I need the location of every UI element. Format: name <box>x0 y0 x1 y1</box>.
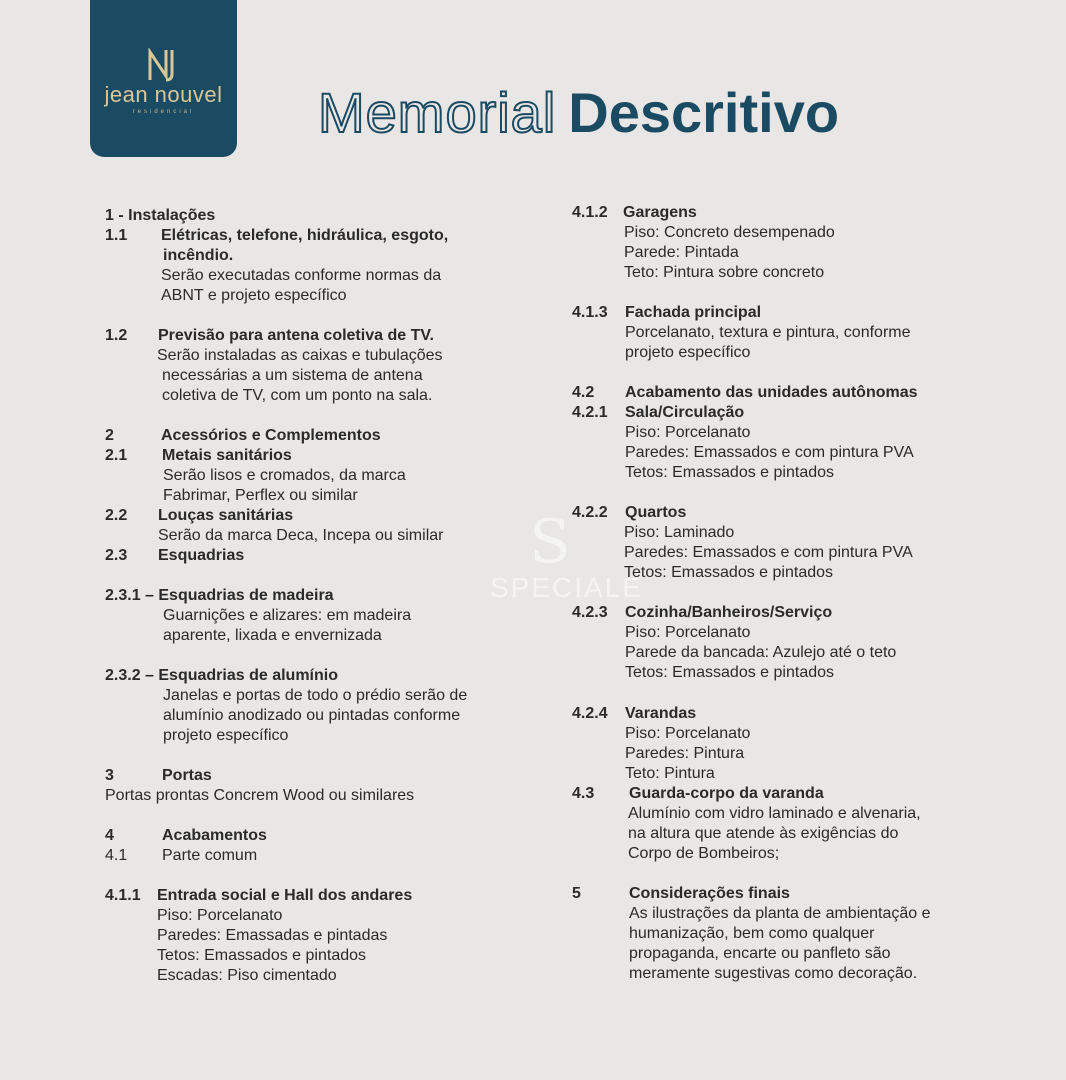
section-number: 4.1.2 <box>572 204 608 221</box>
body-text: Serão instaladas as caixas e tubulações <box>157 347 443 364</box>
brand-monogram-icon <box>146 48 182 82</box>
body-text: necessárias a um sistema de antena <box>162 367 423 384</box>
body-text: Parte comum <box>162 847 258 864</box>
section-heading: Portas <box>162 767 212 784</box>
section-heading: Previsão para antena coletiva de TV. <box>158 327 434 344</box>
body-text: ABNT e projeto específico <box>161 287 347 304</box>
section-heading: Fachada principal <box>625 304 762 321</box>
body-text: Corpo de Bombeiros; <box>628 845 780 862</box>
section-number: 4.2.2 <box>572 504 608 521</box>
body-text: Paredes: Emassadas e pintadas <box>157 927 388 944</box>
section-heading: Varandas <box>625 705 697 722</box>
section-number: 4 <box>105 827 114 844</box>
brand-subtitle: residencial <box>132 109 195 115</box>
brand-logo-box <box>90 0 237 157</box>
section-heading: Sala/Circulação <box>625 404 745 421</box>
section-heading: Acessórios e Complementos <box>161 427 381 444</box>
title-light: Memorial <box>318 81 557 144</box>
body-text: Parede: Pintada <box>624 244 739 261</box>
body-text: propaganda, encarte ou panfleto são <box>629 945 891 962</box>
body-text: Piso: Laminado <box>624 524 735 541</box>
body-text: alumínio anodizado ou pintadas conforme <box>163 707 461 724</box>
title-bold: Descritivo <box>568 81 840 144</box>
section-number: 4.2 <box>572 384 595 401</box>
section-number: 1.1 <box>105 227 128 244</box>
section-heading: 2.3.2 – Esquadrias de alumínio <box>105 667 338 684</box>
section-number: 4.2.1 <box>572 404 608 421</box>
section-heading: Louças sanitárias <box>158 507 294 524</box>
body-text: Alumínio com vidro laminado e alvenaria, <box>628 805 921 822</box>
section-heading: Acabamentos <box>162 827 267 844</box>
body-text: Tetos: Emassados e pintados <box>157 947 367 964</box>
section-heading: 2.3.1 – Esquadrias de madeira <box>105 587 334 604</box>
section-number: 4.3 <box>572 785 595 802</box>
section-number: 4.1 <box>105 847 128 864</box>
body-text: humanização, bem como qualquer <box>629 925 875 942</box>
section-number: 2.2 <box>105 507 128 524</box>
body-text: projeto específico <box>163 727 289 744</box>
section-number: 4.2.4 <box>572 705 608 722</box>
body-text: coletiva de TV, com um ponto na sala. <box>162 387 433 404</box>
section-heading: Garagens <box>623 204 697 221</box>
section-number: 4.1.1 <box>105 887 141 904</box>
body-text: Piso: Porcelanato <box>625 725 751 742</box>
section-heading: incêndio. <box>163 247 234 264</box>
body-text: Paredes: Pintura <box>625 745 745 762</box>
section-number: 2.1 <box>105 447 128 464</box>
section-number: 2 <box>105 427 114 444</box>
body-text: projeto específico <box>625 344 751 361</box>
body-text: Guarnições e alizares: em madeira <box>163 607 412 624</box>
body-text: Parede da bancada: Azulejo até o teto <box>625 644 897 661</box>
body-text: Piso: Concreto desempenado <box>624 224 835 241</box>
section-heading: Quartos <box>625 504 687 521</box>
body-text: Piso: Porcelanato <box>625 624 751 641</box>
section-number: 4.2.3 <box>572 604 608 621</box>
body-text: Porcelanato, textura e pintura, conforme <box>625 324 911 341</box>
section-heading: Cozinha/Banheiros/Serviço <box>625 604 833 621</box>
section-heading: Considerações finais <box>629 885 790 902</box>
page-title <box>318 80 839 145</box>
section-heading: Guarda-corpo da varanda <box>629 785 824 802</box>
body-text: na altura que atende às exigências do <box>628 825 899 842</box>
body-text: Teto: Pintura <box>625 765 715 782</box>
section-heading: Esquadrias <box>158 547 245 564</box>
body-text: Serão lisos e cromados, da marca <box>163 467 406 484</box>
body-text: Portas prontas Concrem Wood ou similares <box>105 787 415 804</box>
body-text: Piso: Porcelanato <box>157 907 283 924</box>
section-number: 2.3 <box>105 547 128 564</box>
body-text: Teto: Pintura sobre concreto <box>624 264 825 281</box>
body-text: Serão executadas conforme normas da <box>161 267 442 284</box>
body-text: aparente, lixada e envernizada <box>163 627 382 644</box>
body-text: Tetos: Emassados e pintados <box>625 664 835 681</box>
section-heading: Entrada social e Hall dos andares <box>157 887 413 904</box>
body-text: Paredes: Emassados e com pintura PVA <box>625 444 914 461</box>
watermark <box>490 507 643 604</box>
body-text: Piso: Porcelanato <box>625 424 751 441</box>
body-text: As ilustrações da planta de ambientação e <box>629 905 931 922</box>
section-number: 5 <box>572 885 581 902</box>
section-number: 4.1.3 <box>572 304 608 321</box>
section-heading: Elétricas, telefone, hidráulica, esgoto, <box>161 227 449 244</box>
section-heading: Acabamento das unidades autônomas <box>625 384 918 401</box>
body-text: meramente sugestivas como decoração. <box>629 965 918 982</box>
section-number: 1.2 <box>105 327 128 344</box>
watermark-text: SPECIALE <box>490 572 643 603</box>
section-heading: Metais sanitários <box>162 447 292 464</box>
brand-name: jean nouvel <box>104 82 223 107</box>
body-text: Paredes: Emassados e com pintura PVA <box>624 544 913 561</box>
body-text: Escadas: Piso cimentado <box>157 967 337 984</box>
body-text: Fabrimar, Perflex ou similar <box>163 487 358 504</box>
section-heading: 1 - Instalações <box>105 207 216 224</box>
body-text: Serão da marca Deca, Incepa ou similar <box>158 527 444 544</box>
body-text: Tetos: Emassados e pintados <box>624 564 834 581</box>
section-number: 3 <box>105 767 114 784</box>
body-text: Tetos: Emassados e pintados <box>625 464 835 481</box>
body-text: Janelas e portas de todo o prédio serão de <box>163 687 468 704</box>
watermark-s-icon: S <box>529 507 571 577</box>
